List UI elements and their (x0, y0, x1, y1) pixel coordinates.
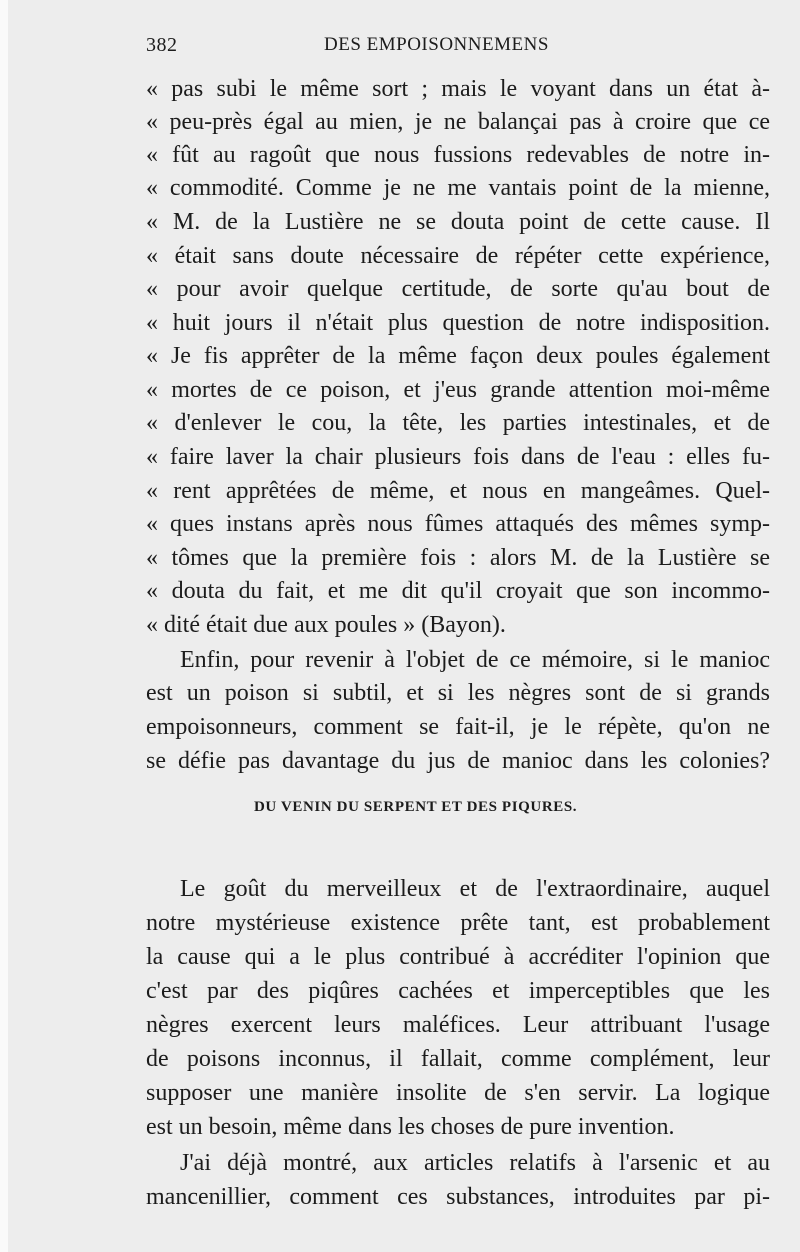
text-line: « pour avoir quelque certitude, de sorte qu'au bout de (146, 276, 770, 302)
text-line: « dité était due aux poules » (Bayon). (146, 612, 506, 638)
text-line: « pas subi le même sort ; mais le voyant dans un état à- (146, 76, 770, 102)
text-line: Le goût du merveilleux et de l'extraordinaire, auquel (180, 876, 770, 902)
text-line: « commodité. Comme je ne me vantais point de la mienne, (146, 175, 770, 201)
text-line: de poisons inconnus, il fallait, comme complément, leur (146, 1046, 770, 1072)
text-line: la cause qui a le plus contribué à accréditer l'opinion que (146, 944, 770, 970)
text-line: empoisonneurs, comment se fait-il, je le répète, qu'on ne (146, 714, 770, 740)
section-heading: DU VENIN DU SERPENT ET DES PIQURES. (254, 799, 578, 815)
text-line: « rent apprêtées de même, et nous en mangeâmes. Quel- (146, 478, 770, 504)
text-line: « douta du fait, et me dit qu'il croyait que son incommo- (146, 578, 770, 604)
text-line: se défie pas davantage du jus de manioc dans les colonies? (146, 748, 770, 774)
text-line: « faire laver la chair plusieurs fois dans de l'eau : elles fu- (146, 444, 770, 470)
text-line: « tômes que la première fois : alors M. de la Lustière se (146, 545, 770, 571)
text-line: Enfin, pour revenir à l'objet de ce mémoire, si le manioc (180, 647, 770, 673)
text-line: « d'enlever le cou, la tête, les parties intestinales, et de (146, 410, 770, 436)
text-line: « mortes de ce poison, et j'eus grande attention moi-même (146, 377, 770, 403)
text-line: mancenillier, comment ces substances, introduites par pi- (146, 1184, 770, 1210)
text-line: « ques instans après nous fûmes attaqués des mêmes symp- (146, 511, 770, 537)
text-line: nègres exercent leurs maléfices. Leur attribuant l'usage (146, 1012, 770, 1038)
page-number: 382 (146, 34, 178, 56)
text-line: « était sans doute nécessaire de répéter cette expérience, (146, 243, 770, 269)
text-line: « huit jours il n'était plus question de notre indisposition. (146, 310, 770, 336)
text-line: « M. de la Lustière ne se douta point de cette cause. Il (146, 209, 770, 235)
text-line: J'ai déjà montré, aux articles relatifs à l'arsenic et au (180, 1150, 770, 1176)
text-line: est un besoin, même dans les choses de pure invention. (146, 1114, 675, 1140)
text-line: notre mystérieuse existence prête tant, est probablement (146, 910, 770, 936)
text-line: « peu-près égal au mien, je ne balançai pas à croire que ce (146, 109, 770, 135)
text-line: « fût au ragoût que nous fussions redevables de notre in- (146, 142, 770, 168)
text-line: supposer une manière insolite de s'en servir. La logique (146, 1080, 770, 1106)
text-line: est un poison si subtil, et si les nègres sont de si grands (146, 680, 770, 706)
running-title: DES EMPOISONNEMENS (324, 34, 549, 55)
text-line: « Je fis apprêter de la même façon deux poules également (146, 343, 770, 369)
text-line: c'est par des piqûres cachées et imperceptibles que les (146, 978, 770, 1004)
page-header (146, 34, 766, 64)
